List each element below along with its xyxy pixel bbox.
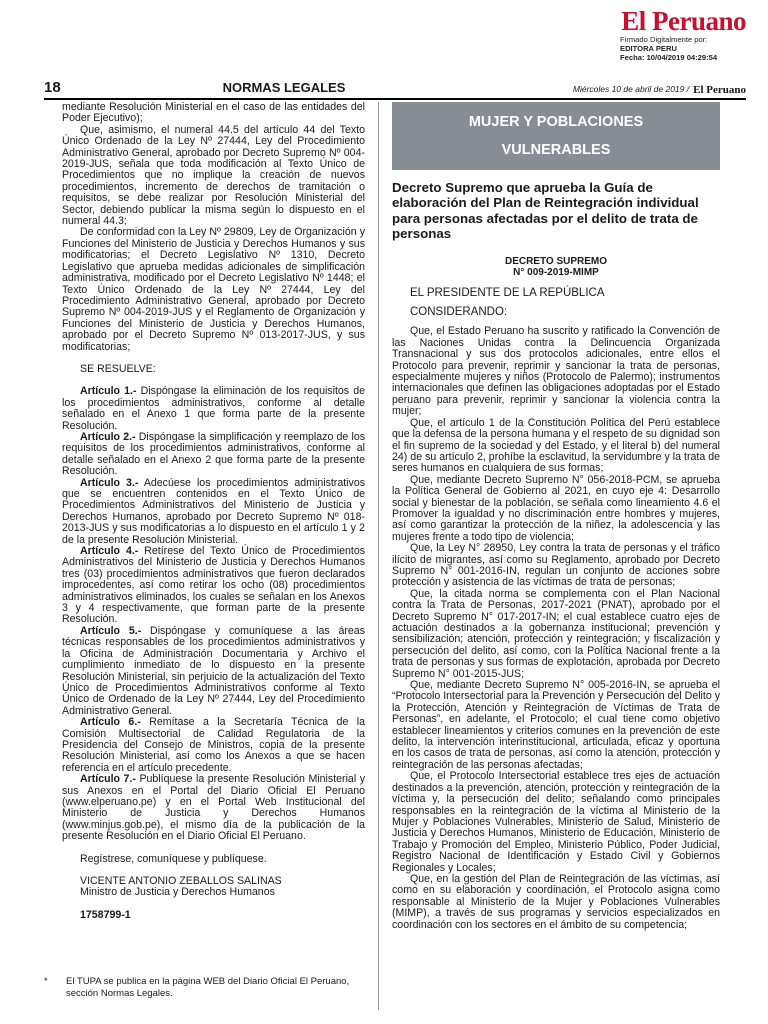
- president-line: EL PRESIDENTE DE LA REPÚBLICA: [410, 286, 605, 299]
- decree-heading: [392, 256, 720, 278]
- resolves-heading: SE RESUELVE:: [80, 362, 156, 375]
- right-column: [392, 102, 720, 931]
- right-paragraph: Que, la Ley N° 28950, Ley contra la trata de personas y el tráfico ilícito de migrantes, así como su Reglamento, aprobado por Decreto Supremo N° 001-2016-IN, regulan un conjunto de acciones sobre protección y asistencia de las víctimas de trata de personas;: [392, 542, 720, 589]
- article-label: Artículo 5.-: [80, 624, 142, 637]
- article-4: [62, 546, 365, 626]
- page-number: 18: [44, 79, 61, 96]
- right-paragraph: Que, el Estado Peruano ha suscrito y ratificado la Convención de las Naciones Unidas contra la Delincuencia Organizada Transnacional y sus dos protocolos adicionales, entre ellos el Protocolo para prevenir, reprimir y sancionar la trata de personas, especialmente mujeres y niños (Protocolo de Palermo); instrumentos internacionales que definen las obligaciones adoptadas por el Estado peruano para prevenir, reprimir y sancionar la violencia contra la mujer;: [392, 325, 720, 418]
- decree-title: Decreto Supremo que aprueba la Guía de elaboración del Plan de Reintegración individual para personas afectadas por el delito de trata de personas: [392, 180, 699, 242]
- signature-line-2: EDITORA PERU: [620, 44, 677, 53]
- signer-title: Ministro de Justicia y Derechos Humanos: [80, 886, 275, 899]
- column-divider: [378, 102, 379, 1010]
- article-text: Dispóngase la simplificación y reemplazo de los requisitos de los procedimientos administrativos, conforme al detalle señalado en el Anexo 2 que forma parte de la presente Resolución.: [62, 430, 366, 478]
- article-label: Artículo 6.-: [80, 716, 141, 729]
- header-brand: El Peruano: [693, 84, 746, 96]
- article-label: Artículo 3.-: [80, 476, 139, 489]
- signature-line-3: Fecha: 10/04/2019 04:29:54: [620, 53, 718, 62]
- right-paragraph: Que, el Protocolo Intersectorial establece tres ejes de actuación destinados a la prevención, atención, protección y reintegración de la víctima y, la persecución del delito; señalando como principales responsables en la reintegración de la víctima al Ministerio de la Mujer y Poblaciones Vulnerables, Ministerio de Salud, Ministerio de Justicia y Derechos Humanos, Ministerio de Educación, Ministerio de Trabajo y Promoción del Empleo, Ministerio Público, Poder Judicial, Registro Nacional de Identificación y Estado Civil y Gobiernos Regionales y Locales;: [392, 770, 720, 874]
- article-label: Artículo 1.-: [80, 385, 137, 398]
- publication-code: 1758799-1: [80, 908, 131, 921]
- section-title: NORMAS LEGALES: [222, 80, 346, 95]
- article-text: Adecúese los procedimientos administrativos que se encuentren contenidos en el Texto Único de Procedimientos Administrativos del Ministerio de Justicia y Derechos Humanos, aprobado por Decreto Supremo Nº 018-2013-JUS y sus modificatorias a lo dispuesto en el artículo 1 y 2 de la presente Resolución Ministerial.: [62, 476, 366, 546]
- right-paragraph: Que, mediante Decreto Supremo N° 005-2016-IN, se aprueba el “Protocolo Intersectorial para la Prevención y Persecución del Delito y la Protección, Atención y Reintegración de Víctimas de Trata de Personas”, en adelante, el Protocolo; el cual tiene como objetivo establecer lineamientos y criterios comunes en la prevención de este delito, la intervención interinstitucional, articulada, eficaz y oportuna en los casos de trata de personas, así como la atención, protección y reintegración de las personas afectadas;: [392, 679, 720, 771]
- article-text: Dispóngase y comuníquese a las áreas técnicas responsables de los procedimientos administrativos y la Oficina de Administración Documentaria y Archivo el cumplimiento inmediato de lo dispuesto en la presente Resolución Ministerial, sin perjuicio de la actualización del Texto Único de Procedimientos Administrativos conforme al Texto Único de Ordenado de la Ley Nº 27444, Ley del Procedimiento Administrativo General.: [62, 624, 365, 717]
- signer-name: VICENTE ANTONIO ZEBALLOS SALINAS: [80, 875, 282, 887]
- article-6: [62, 717, 365, 774]
- article-5: [62, 626, 365, 717]
- article-3: [62, 478, 365, 546]
- closing-formula: Regístrese, comuníquese y publíquese.: [80, 852, 267, 865]
- article-text: Retírese del Texto Único de Procedimientos Administrativos del Ministerio de Justicia y Derechos Humanos tres (03) procedimientos administrativos que fueron declarados improcedentes, así como retirar los ocho (08) procedimientos administrativos eliminados, los cuales se señalan en los Anexos 3 y 4 respectivamente, que forman parte de la presente Resolución.: [62, 545, 366, 626]
- masthead-logo: El Peruano: [621, 6, 746, 36]
- footnote: [44, 976, 366, 1000]
- decree-number: N° 009-2019-MIMP: [513, 266, 599, 278]
- sector-banner-line-1: MUJER Y POBLACIONES: [468, 114, 644, 130]
- right-paragraph: Que, en la gestión del Plan de Reintegración de las víctimas, así como en su elaboración y coordinación, el Protocolo asigna como responsable al Ministerio de la Mujer y Poblaciones Vulnerables (MIMP), a través de sus programas y servicios especializados en coordinación con los sectores en el ámbito de su competencia;: [392, 872, 720, 931]
- left-paragraph: De conformidad con la Ley Nº 29809, Ley de Organización y Funciones del Ministerio de Justicia y Derechos Humanos y sus modificatorias; el Decreto Legislativo Nº 1310, Decreto Legislativo que aprueba medidas adicionales de simplificación administrativa, modificado por el Decreto Legislativo Nº 1448; el Texto Único Ordenado de la Ley Nº 27444, Ley del Procedimiento Administrativo General, aprobado por Decreto Supremo Nº 004-2019-JUS y el Reglamento de Organización y Funciones del Ministerio de Justicia y Derechos Humanos, aprobado por el Decreto Supremo Nº 013-2017-JUS, y sus modificatorias;: [62, 226, 365, 353]
- left-column: [62, 102, 365, 921]
- article-2: [62, 432, 365, 478]
- right-paragraph: Que, la citada norma se complementa con el Plan Nacional contra la Trata de Personas, 2017-2021 (PNAT), aprobado por el Decreto Supremo N° 017-2017-IN; el cual establece cuatro ejes de actuación destinados a la gobernanza institucional; prevención y sensibilización; atención, protección y reintegración; y fiscalización y persecución del delito, así como, con la Política Nacional frente a la trata de personas y sus formas de explotación, aprobada por Decreto Supremo N° 001-2015-JUS;: [392, 587, 720, 680]
- article-7: [62, 774, 365, 842]
- decree-label: DECRETO SUPREMO: [504, 255, 608, 267]
- article-text: Dispóngase la eliminación de los requisitos de los procedimientos administrativos, conforme al detalle señalado en el Anexo 1 que forma parte de la presente Resolución.: [62, 385, 365, 432]
- page-header: [44, 78, 746, 100]
- digital-signature: [620, 35, 717, 62]
- article-label: Artículo 4.-: [80, 545, 139, 558]
- article-text: Publíquese la presente Resolución Ministerial y sus Anexos en el Portal del Diario Oficial El Peruano (www.elperuano.pe) y en el Portal Web Institucional del Ministerio de Justicia y Derechos Humanos (www.minjus.gob.pe), el mismo día de la publicación de la presente Resolución en el Diario Oficial El Peruano.: [62, 773, 366, 843]
- sector-banner: [392, 102, 720, 170]
- considering-heading: CONSIDERANDO:: [410, 306, 508, 319]
- left-paragraph: Que, asimismo, el numeral 44.5 del artículo 44 del Texto Único Ordenado de la Ley Nº 27444, Ley del Procedimiento Administrativo General, aprobado por Decreto Supremo Nº 004-2019-JUS, señala que toda modificación al Texto Único de Procedimientos que no implique la creación de nuevos procedimientos, incremento de derechos de tramitación o requisitos, se debe realizar por Resolución Ministerial del Sector, debiendo publicar la misma según lo dispuesto en el numeral 44.3;: [62, 123, 365, 228]
- article-1: [62, 386, 365, 432]
- right-paragraph: Que, el artículo 1 de la Constitución Política del Perú establece que la defensa de la persona humana y el respeto de su dignidad son el fin supremo de la sociedad y del Estado, y el literal b) del numeral 24) de su artículo 2, prohíbe la esclavitud, la servidumbre y la trata de seres humanos en cualquiera de sus formas;: [392, 416, 720, 475]
- article-text: Remítase a la Secretaría Técnica de la Comisión Multisectorial de Calidad Regulatoria de la Presidencia del Consejo de Ministros, copia de la presente Resolución Ministerial, así como los Anexos a que se hacen referencia en el artículo precedente.: [62, 716, 365, 774]
- footnote-text: El TUPA se publica en la página WEB del Diario Oficial El Peruano, sección Normas Legales.: [66, 976, 350, 999]
- article-label: Artículo 7.-: [80, 773, 136, 786]
- article-label: Artículo 2.-: [80, 430, 136, 443]
- right-paragraph: Que, mediante Decreto Supremo N° 056-2018-PCM, se aprueba la Política General de Gobierno al 2021, en cuyo eje 4: Desarrollo social y bienestar de la población, se señala como lineamiento 4.6 el Promover la igualdad y no discriminación entre hombres y mujeres, así como garantizar la protección de la niñez, la adolescencia y las mujeres frente a todo tipo de violencia;: [392, 473, 720, 543]
- left-paragraph: mediante Resolución Ministerial en el caso de las entidades del Poder Ejecutivo);: [62, 101, 365, 125]
- footnote-marker: *: [44, 976, 48, 987]
- header-date: Miércoles 10 de abril de 2019 /: [572, 84, 690, 94]
- signature-line-1: Firmado Digitalmente por:: [620, 35, 708, 44]
- sector-banner-line-2: VULNERABLES: [501, 142, 611, 158]
